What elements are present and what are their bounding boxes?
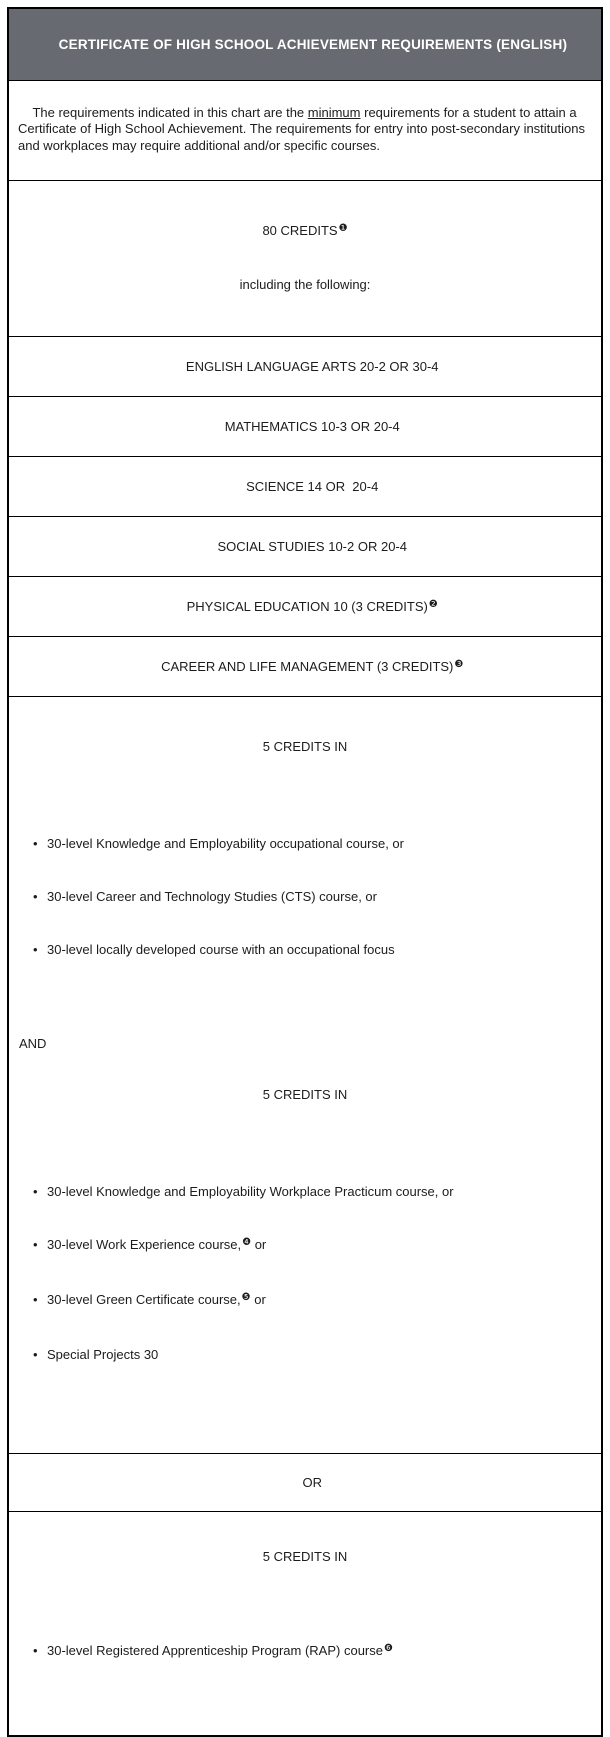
rap-course-list xyxy=(33,1610,591,1693)
footnote-marker-4: ❹ xyxy=(242,1236,252,1248)
list-item: • 30-level locally developed course with an occupational focus xyxy=(33,939,591,960)
footnote-marker-3: ❸ xyxy=(454,658,464,670)
total-credits-line1: 80 CREDITS$^❶$ xyxy=(262,222,348,238)
intro-paragraph xyxy=(9,80,601,180)
list-item: • Special Projects 30 xyxy=(33,1344,591,1365)
page-title: CERTIFICATE OF HIGH SCHOOL ACHIEVEMENT REQUIREMENTS (ENGLISH) xyxy=(58,37,568,52)
footnote-marker-6: ❻ xyxy=(384,1642,393,1654)
workplace-course-list xyxy=(33,1149,591,1397)
list-item: • 30-level Career and Technology Studies (CTS) course, or xyxy=(33,886,591,907)
credits-heading-1: 5 CREDITS IN xyxy=(262,738,348,754)
intro-text-after: requirements for a student to attain a Certificate of High School Achievement. The requirements for entry into post-secondary institutions and workplaces may require additional and/or specific courses. xyxy=(18,104,589,153)
list-item: • 30-level Knowledge and Employability occupational course, or xyxy=(33,833,591,854)
list-item: • 30-level Registered Apprenticeship Program (RAP) course$^❻$ xyxy=(33,1640,591,1663)
total-credits-line2: including the following: xyxy=(239,277,371,292)
occupational-course-list xyxy=(33,801,591,992)
subject-row-science: SCIENCE 14 OR 20-4 xyxy=(9,456,601,516)
subject-row-mathematics: MATHEMATICS 10-3 OR 20-4 xyxy=(9,396,601,456)
total-credits-row xyxy=(9,180,601,336)
occupational-credits-block xyxy=(9,696,601,1453)
intro-text-before: The requirements indicated in this chart are the xyxy=(32,104,308,120)
credits-heading-3: 5 CREDITS IN xyxy=(262,1548,348,1564)
subject-row-social-studies: SOCIAL STUDIES 10-2 OR 20-4 xyxy=(9,516,601,576)
list-item: • 30-level Green Certificate course,$^❺$ or xyxy=(33,1289,591,1312)
subject-row-english: ENGLISH LANGUAGE ARTS 20-2 OR 30-4 xyxy=(9,336,601,396)
subject-row-physical-education: PHYSICAL EDUCATION 10 (3 CREDITS)$^❷$ xyxy=(9,576,601,636)
credits-heading-2: 5 CREDITS IN xyxy=(262,1086,348,1102)
footnote-marker-5: ❺ xyxy=(241,1291,251,1303)
and-connector: AND xyxy=(19,1035,47,1051)
rap-credits-block xyxy=(9,1511,601,1735)
list-item: • 30-level Work Experience course,$^❹$ or xyxy=(33,1234,591,1257)
intro-text-underlined: minimum xyxy=(307,104,361,120)
subject-row-calm: CAREER AND LIFE MANAGEMENT (3 CREDITS)$^❸$ xyxy=(9,636,601,696)
or-connector-row: OR xyxy=(9,1453,601,1511)
footnote-marker-2: ❷ xyxy=(428,598,438,610)
list-item: • 30-level Knowledge and Employability Workplace Practicum course, or xyxy=(33,1181,591,1202)
requirements-table xyxy=(7,7,603,1737)
footnote-marker-1: ❶ xyxy=(338,222,348,234)
table-title-bar xyxy=(9,9,601,80)
